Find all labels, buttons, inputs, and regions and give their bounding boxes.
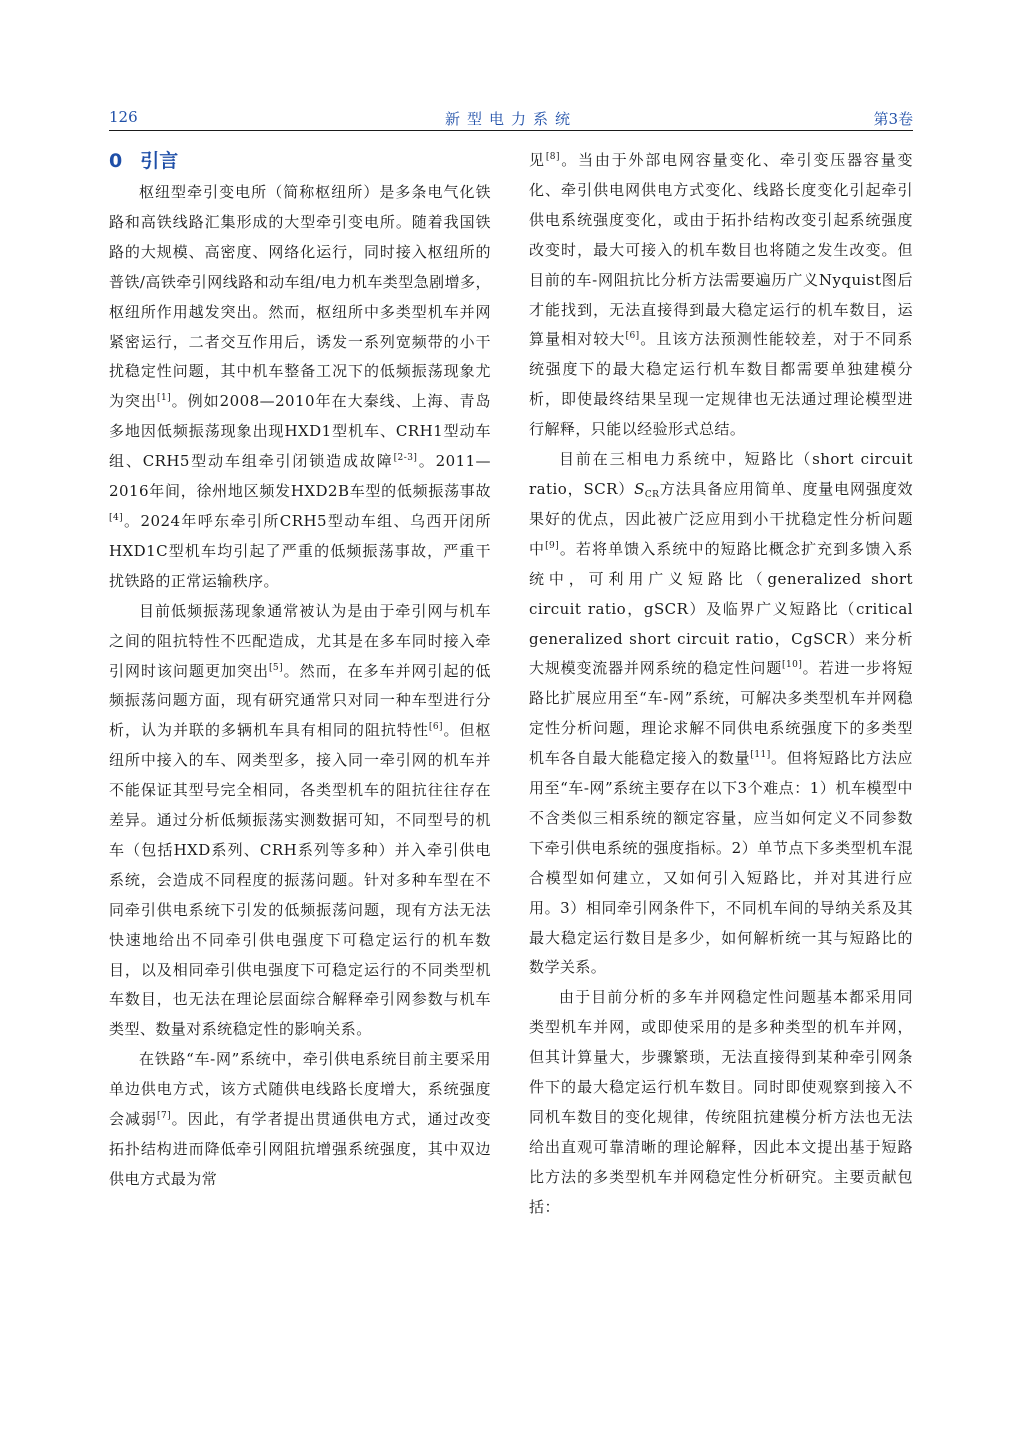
paragraph: [109, 1045, 491, 1195]
text-run: 方法具备应用简单、度量电网强度效果好的优点，因此被广泛应用到小干扰稳定性分析问题中: [529, 479, 913, 558]
text-run: 目前在三相电力系统中，短路比（short circuit ratio，SCR）: [529, 450, 913, 498]
scr-symbol: S: [634, 479, 645, 498]
text-run: 在铁路“车-网”系统中，牵引供电系统目前主要采用单边供电方式，该方式随供电线路长度增大，系统强度会减弱: [109, 1050, 491, 1129]
citation: [6]: [428, 722, 443, 733]
text-run: 。且该方法预测性能较差，对于不同系统强度下的最大稳定运行机车数目都需要单独建模分析，即使最终结果呈现一定规律也无法通过理论模型进行解释，只能以经验形式总结。: [529, 330, 914, 439]
paragraph: [529, 445, 913, 983]
citation: [8]: [545, 152, 560, 162]
citation: [7]: [156, 1111, 172, 1122]
citation: [5]: [268, 662, 284, 673]
scr-subscript: CR: [644, 489, 660, 500]
text-run: 由于目前分析的多车并网稳定性问题基本都采用同类型机车并网，或即使采用的是多种类型的机车并网，但其计算量大，步骤繁琐，无法直接得到某种牵引网条件下的最大稳定运行机车数目。同时即使观察到接入不同机车数目的变化规律，传统阻抗建模分析方法也无法给出直观可靠清晰的理论解释，因此本文提出基于短路比方法的多类型机车并网稳定性分析研究。主要贡献包括：: [529, 988, 913, 1216]
text-run: 。但枢纽所中接入的车、网类型多，接入同一牵引网的机车并不能保证其型号完全相同，各类型机车的阻抗往往存在差异。通过分析低频振荡实测数据可知，不同型号的机车（包括HXD系列、CRH系列等多种）并入牵引供电系统，会造成不同程度的振荡问题。针对多种车型在不同牵引供电系统下引发的低频振荡问题，现有方法无法快速地给出不同牵引供电强度下可稳定运行的机车数目，以及相同牵引供电强度下可稳定运行的不同类型机车数目，也无法在理论层面综合解释牵引网参数与机车类型、数量对系统稳定性的影响关系。: [109, 721, 491, 1039]
running-header: [109, 104, 913, 131]
citation: [6]: [625, 331, 640, 342]
page-number: 126: [109, 108, 138, 126]
journal-title: 新型电力系统: [444, 110, 577, 128]
text-run: 见: [529, 151, 546, 169]
text-run: 。2024年呼东牵引所CRH5型动车组、乌西开闭所HXD1C型机车均引起了严重的低频振荡事故，严重干扰铁路的正常运输秩序。: [109, 511, 491, 590]
text-run: 目前低频振荡现象通常被认为是由于牵引网与机车之间的阻抗特性不匹配造成，尤其是在多车同时接入牵引网时该问题更加突出: [109, 601, 491, 680]
paragraph: [529, 146, 913, 445]
section-heading: [109, 146, 491, 176]
text-run: 。2011—2016年间，徐州地区频发HXD2B车型的低频振荡事故: [109, 452, 492, 501]
text-run: 枢纽型牵引变电所（简称枢纽所）是多条电气化铁路和高铁线路汇集形成的大型牵引变电所。随着我国铁路的大规模、高密度、网络化运行，同时接入枢纽所的普铁/高铁牵引网线路和动车组/电力机车类型急剧增多，枢纽所作用越发突出。然而，枢纽所中多类型机车并网紧密运行，二者交互作用后，诱发一系列宽频带的小干扰稳定性问题，其中机车整备工况下的低频振荡现象尤为突出: [109, 183, 491, 411]
text-run: 。若进一步将短路比扩展应用至“车-网”系统，可解决多类型机车并网稳定性分析问题，理论求解不同供电系统强度下的多类型机车各自最大能稳定接入的数量: [529, 659, 914, 768]
text-run: 。因此，有学者提出贯通供电方式，通过改变拓扑结构进而降低牵引网阻抗增强系统强度，其中双边供电方式最为常: [109, 1110, 491, 1188]
section-title: 引言: [140, 150, 179, 172]
citation: [10]: [782, 660, 803, 671]
citation: [2-3]: [393, 453, 418, 464]
citation: [11]: [750, 750, 771, 761]
section-number: 0: [109, 150, 123, 172]
text-run: 。若将单馈入系统中的短路比概念扩充到多馈入系统中，可利用广义短路比（generalized short circuit ratio，gSCR）及临界广义短路比（critical generalized short circuit ratio，CgSCR）来分析大规模变流器并网系统的稳定性问题: [529, 539, 914, 678]
text-run: 。当由于外部电网容量变化、牵引变压器容量变化、牵引供电网供电方式变化、线路长度变化引起牵引供电系统强度变化，或由于拓扑结构改变引起系统强度改变时，最大可接入的机车数目也将随之发生改变。但目前的车-网阻抗比分析方法需要遍历广义Nyquist图后才能找到，无法直接得到最大稳定运行的机车数目，运算量相对较大: [529, 151, 914, 349]
paragraph: [109, 178, 491, 597]
text-run: 。例如2008—2010年在大秦线、上海、青岛多地因低频振荡现象出现HXD1型机车、CRH1型动车组、CRH5型动车组牵引闭锁造成故障: [109, 392, 491, 471]
left-column: [109, 146, 491, 1195]
volume-label: 第3卷: [873, 110, 913, 128]
citation: [9]: [545, 540, 560, 551]
citation: [4]: [109, 512, 124, 523]
right-column: [529, 146, 913, 1223]
text-run: 。但将短路比方法应用至“车-网”系统主要存在以下3个难点：1）机车模型中不含类似三相系统的额定容量，应当如何定义不同参数下牵引供电系统的强度指标。2）单节点下多类型机车混合模型如何建立，又如何引入短路比，并对其进行应用。3）相同牵引网条件下，不同机车间的导纳关系及其最大稳定运行数目是多少，如何解析统一其与短路比的数学关系。: [529, 749, 913, 977]
paragraph: [529, 983, 913, 1222]
text-run: 。然而，在多车并网引起的低频振荡问题方面，现有研究通常只对同一种车型进行分析，认为并联的多辆机车具有相同的阻抗特性: [109, 661, 491, 740]
paragraph: [109, 597, 491, 1046]
citation: [1]: [157, 393, 172, 404]
